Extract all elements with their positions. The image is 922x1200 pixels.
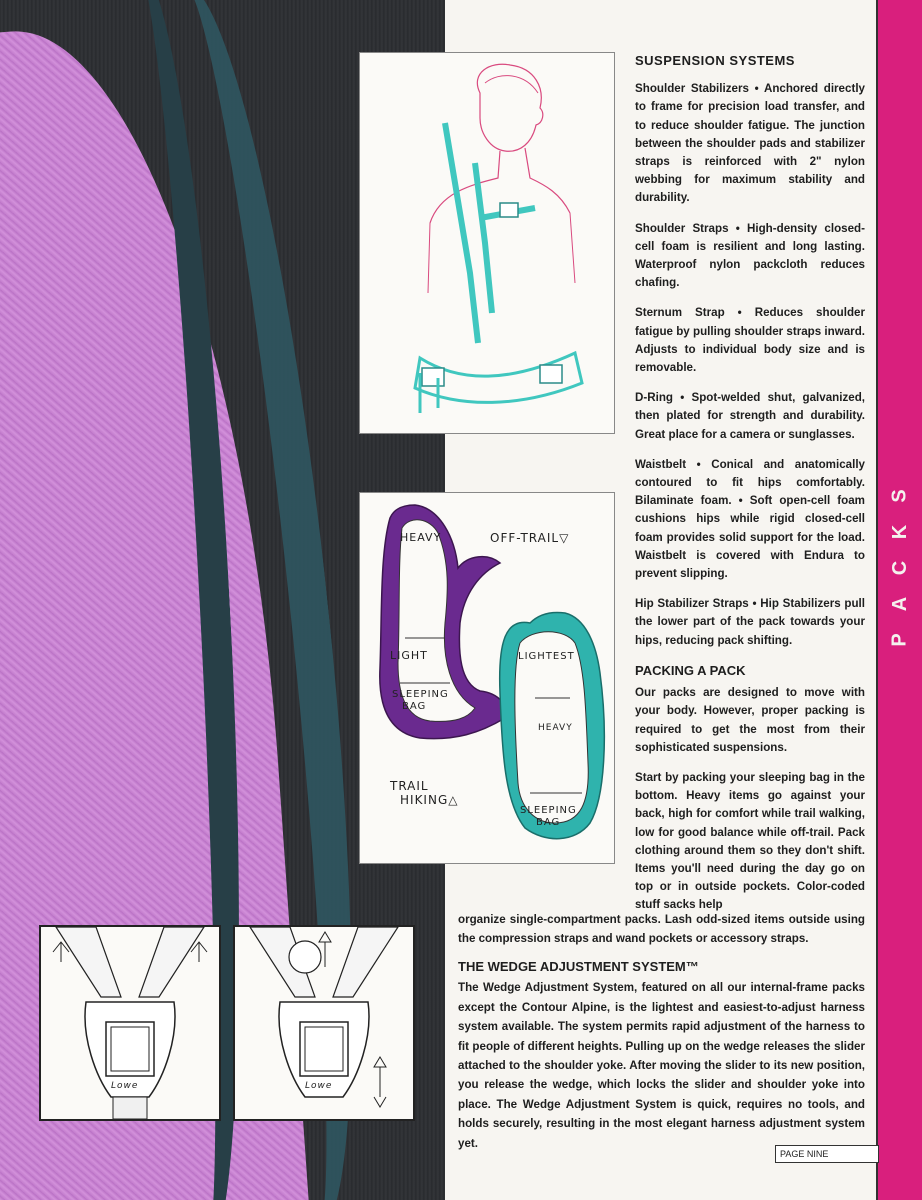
para-packing-1: Our packs are designed to move with your body. However, proper packing is required to get the most from their sophisticated suspensions. (635, 686, 865, 754)
brand-logo-1: Lowe (111, 1081, 139, 1091)
packing-continued (458, 910, 865, 949)
wedge-illustration-locked (39, 925, 221, 1121)
label-heavy-teal: HEAVY (538, 723, 573, 733)
suspension-title: SUSPENSION SYSTEMS (635, 53, 795, 68)
wedge-title: THE WEDGE ADJUSTMENT SYSTEM™ (458, 959, 699, 974)
side-tab (878, 0, 922, 1200)
suspension-section (635, 52, 865, 915)
wedge-body: The Wedge Adjustment System, featured on all our internal-frame packs except the Contour Alpine, is the lightest and easiest-to-adjust harness system available. The system permits rapid adjustment of the harness to fit people of different heights. Pulling up on the wedge releases the slider attached to the shoulder yoke. After moving the slider to its new position, you release the wedge, which locks the slider and shoulder yoke into place. The Wedge Adjustment System is quick, requires no tools, and holds securely, resulting in the most elegant harness adjustment system yet. (458, 981, 865, 1150)
label-bag-teal: BAG (536, 817, 561, 828)
wedge-section (458, 957, 865, 1153)
side-letter: C (888, 560, 911, 576)
para-d-ring: D-Ring • Spot-welded shut, galvanized, then plated for strength and durability. Great place for a camera or sunglasses. (635, 391, 865, 441)
label-sleeping-teal: SLEEPING (520, 805, 577, 816)
side-letter: P (889, 633, 911, 647)
para-sternum-strap: Sternum Strap • Reduces shoulder fatigue by pulling shoulder straps inward. Adjusts to individual body size and is removable. (635, 306, 865, 375)
label-lightest-teal: LIGHTEST (518, 651, 575, 662)
packing-diagram (359, 492, 615, 864)
para-shoulder-stabilizers: Shoulder Stabilizers • Anchored directly to frame for precision load transfer, and to reduce shoulder fatigue. The junction between the shoulder pads and stabilizer straps is reinforced with 2" nylon webbing for maximum stability and durability. (635, 82, 865, 205)
label-trail: TRAIL (390, 779, 429, 793)
label-off-trail: OFF-TRAIL▽ (490, 531, 570, 545)
label-sleeping-purple: SLEEPING (392, 689, 449, 700)
brand-logo-2: Lowe (305, 1081, 333, 1091)
harness-illustration (359, 52, 615, 434)
side-letter: S (889, 489, 911, 503)
para-hip-stabilizer: Hip Stabilizer Straps • Hip Stabilizers pull the lower part of the pack towards your hips, reducing pack shifting. (635, 597, 865, 647)
label-hiking: HIKING△ (400, 793, 459, 807)
side-letter: K (888, 524, 911, 540)
wedge-illustration-release (233, 925, 415, 1121)
label-light-purple: LIGHT (390, 649, 428, 662)
para-packing-2: Start by packing your sleeping bag in the bottom. Heavy items go against your back, high for comfort while trail walking, low for good balance while off-trail. Pack clothing around them so they don't shift. Items you'll need during the day go on top or in outside pockets. Color-coded stuff sacks help (635, 770, 865, 912)
label-bag-purple: BAG (402, 701, 427, 712)
label-heavy-purple: HEAVY (400, 531, 442, 544)
para-waistbelt: Waistbelt • Conical and anatomically contoured to fit hips comfortably. Bilaminate foam. • Soft open-cell foam cushions hips while rigid closed-cell foam provides solid support for the load. Waistbelt is covered with Endura to prevent slipping. (635, 457, 865, 581)
para-packing-2-cont: organize single-compartment packs. Lash odd-sized items outside using the compression straps and wand pockets or accessory straps. (458, 913, 865, 946)
side-letter: A (888, 596, 911, 612)
page-number: PAGE NINE (775, 1145, 879, 1163)
para-shoulder-straps: Shoulder Straps • High-density closed-cell foam is resilient and long lasting. Waterproof nylon packcloth reduces chafing. (635, 221, 865, 290)
packing-title: PACKING A PACK (635, 662, 746, 678)
side-tab-label (888, 478, 912, 658)
